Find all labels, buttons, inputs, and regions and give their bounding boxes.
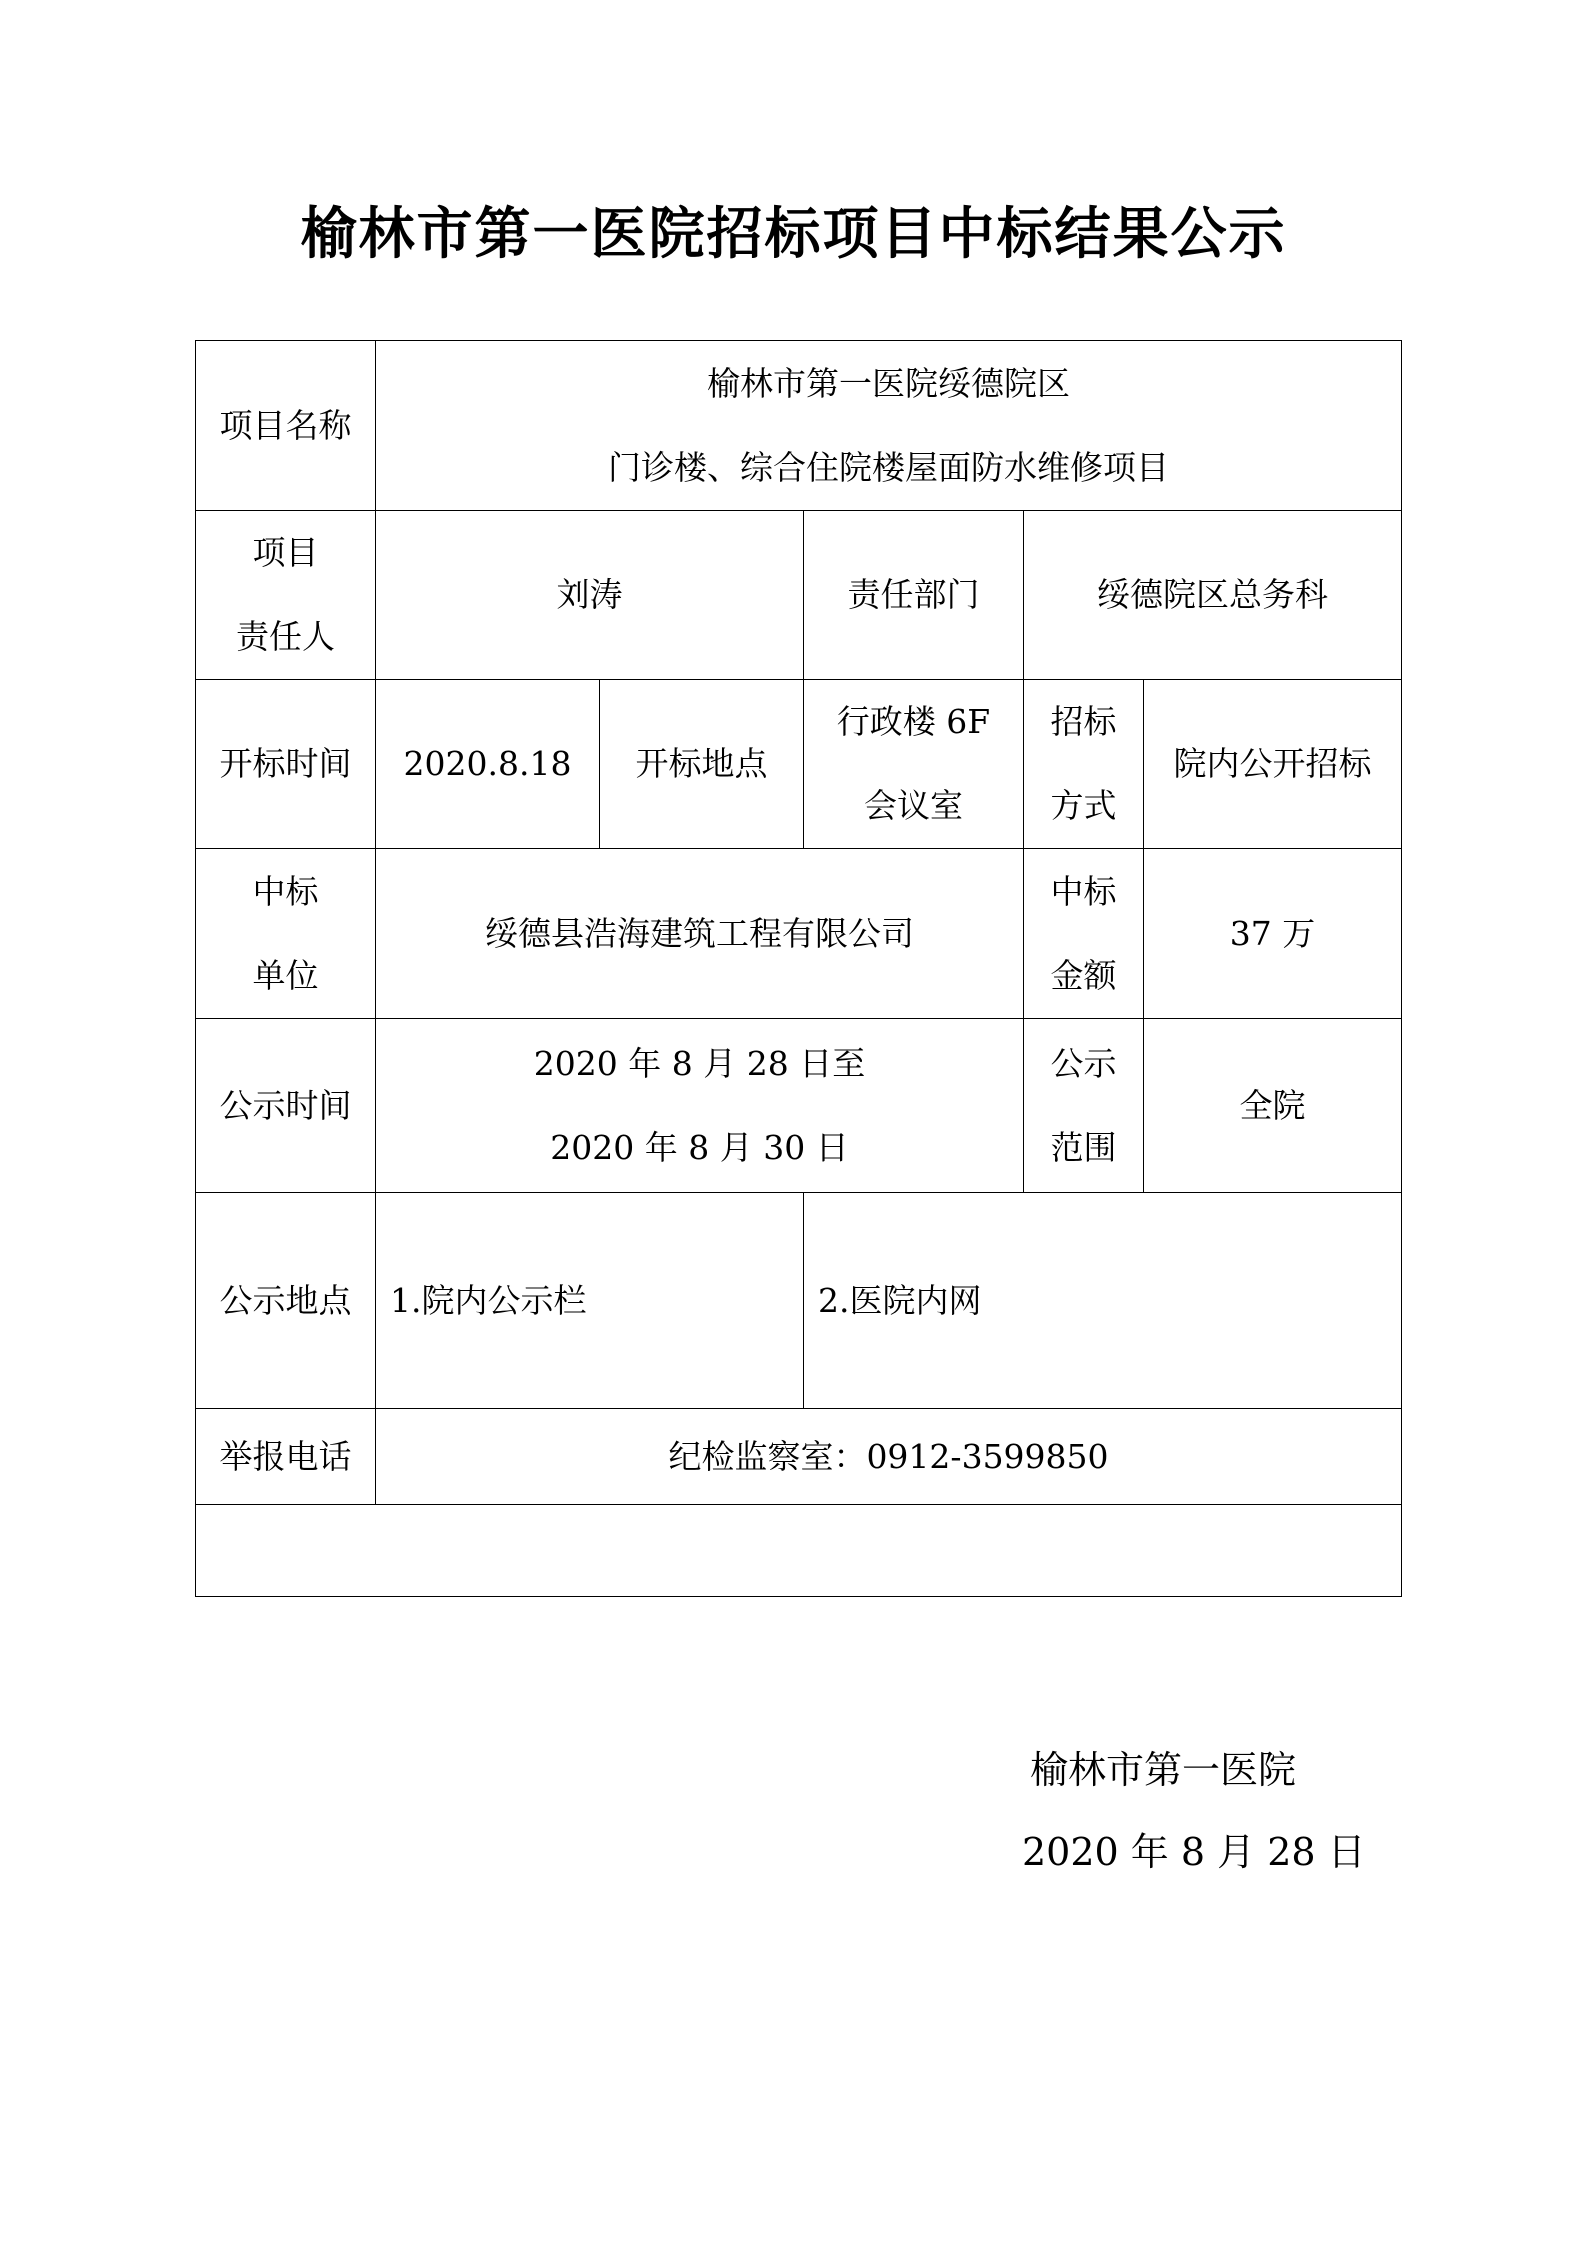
blank-cell [196, 1505, 1402, 1597]
notice-time-line1: 2020 年 8 月 28 日至 [533, 1043, 866, 1083]
open-time-value: 2020.8.18 [376, 680, 600, 849]
open-place-line1: 行政楼 6F [836, 702, 991, 741]
open-place-line2: 会议室 [864, 786, 963, 825]
row-report [196, 1409, 1402, 1505]
notice-scope-label-line1: 公示 [1050, 1043, 1117, 1083]
row-notice-time [196, 1019, 1402, 1193]
leader-label-line2: 责任人 [236, 617, 335, 656]
page-title: 榆林市第一医院招标项目中标结果公示 [300, 202, 1287, 267]
winner-value: 绥德县浩海建筑工程有限公司 [376, 849, 1024, 1019]
signature-date: 2020 年 8 月 28 日 [1022, 1830, 1366, 1874]
leader-label-line1: 项目 [252, 533, 319, 572]
notice-time-label: 公示时间 [196, 1019, 376, 1193]
row-leader [196, 511, 1402, 680]
report-label: 举报电话 [196, 1409, 376, 1505]
report-value: 纪检监察室：0912-3599850 [376, 1409, 1402, 1505]
notice-scope-label-line2: 范围 [1050, 1127, 1117, 1167]
bid-result-table [195, 340, 1402, 1597]
winner-label-line1: 中标 [252, 871, 319, 911]
open-time-label: 开标时间 [196, 680, 376, 849]
notice-place-label: 公示地点 [196, 1193, 376, 1409]
notice-scope-label [1024, 1019, 1144, 1193]
amount-value: 37 万 [1144, 849, 1402, 1019]
project-name-value [376, 341, 1402, 511]
amount-label [1024, 849, 1144, 1019]
notice-place-2: 2.医院内网 [804, 1193, 1402, 1409]
bid-method-value: 院内公开招标 [1144, 680, 1402, 849]
project-name-label: 项目名称 [196, 341, 376, 511]
open-place-value [804, 680, 1024, 849]
bid-method-label [1024, 680, 1144, 849]
open-place-label: 开标地点 [600, 680, 804, 849]
project-name-line2: 门诊楼、综合住院楼屋面防水维修项目 [608, 447, 1169, 487]
notice-place-1: 1.院内公示栏 [376, 1193, 804, 1409]
winner-label [196, 849, 376, 1019]
dept-label: 责任部门 [804, 511, 1024, 680]
amount-label-line1: 中标 [1050, 871, 1117, 911]
notice-time-value [376, 1019, 1024, 1193]
row-notice-place [196, 1193, 1402, 1409]
notice-scope-value: 全院 [1144, 1019, 1402, 1193]
row-project-name [196, 341, 1402, 511]
bid-method-label-line2: 方式 [1050, 786, 1117, 825]
leader-value: 刘涛 [376, 511, 804, 680]
dept-value: 绥德院区总务科 [1024, 511, 1402, 680]
bid-method-label-line1: 招标 [1050, 702, 1117, 741]
notice-time-line2: 2020 年 8 月 30 日 [550, 1127, 849, 1167]
signature-org: 榆林市第一医院 [1030, 1748, 1297, 1792]
row-opening [196, 680, 1402, 849]
project-name-line1: 榆林市第一医院绥德院区 [707, 363, 1070, 403]
row-winner [196, 849, 1402, 1019]
leader-label [196, 511, 376, 680]
amount-label-line2: 金额 [1050, 955, 1117, 995]
winner-label-line2: 单位 [252, 955, 319, 995]
row-blank [196, 1505, 1402, 1597]
